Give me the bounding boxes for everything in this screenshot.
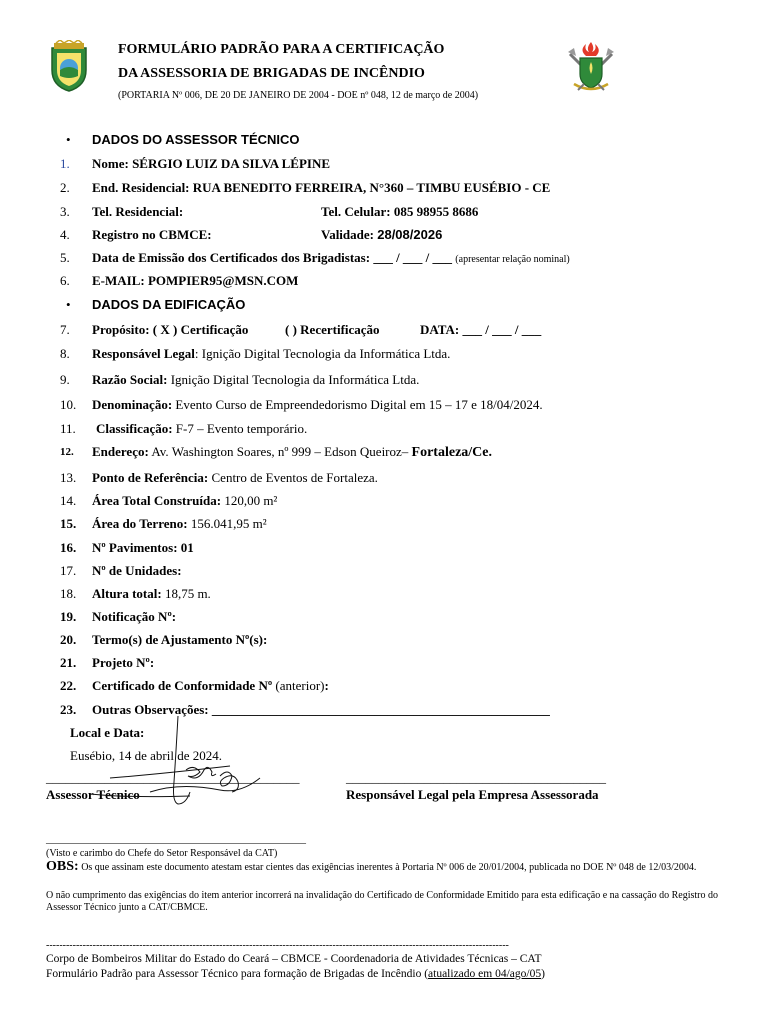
item-number: 13.: [60, 470, 77, 485]
project-number: Projeto Nº:: [92, 655, 155, 670]
form-title-line2: DA ASSESSORIA DE BRIGADAS DE INCÊNDIO: [118, 66, 425, 81]
section-bullet: •: [66, 132, 71, 147]
emission-label: Data de Emissão dos Certificados dos Brigadistas: ___ / ___ / ___: [92, 250, 453, 265]
field-label: Razão Social:: [92, 372, 168, 387]
item-number: 21.: [60, 655, 77, 670]
floors: Nº Pavimentos: 01: [92, 540, 194, 555]
previous-certificate: [92, 678, 329, 694]
assessor-name: Nome: SÉRGIO LUIZ DA SILVA LÉPINE: [92, 156, 331, 171]
item-number: 8.: [60, 346, 70, 361]
footer-line-2: [46, 968, 545, 980]
footer-close: ): [541, 968, 545, 980]
assessor-validity: [321, 227, 442, 243]
item-number: 19.: [60, 609, 77, 624]
adjustment-terms: Termo(s) de Ajustamento Nº(s):: [92, 632, 268, 647]
certificates-emission-date: [92, 250, 570, 266]
item-number: 14.: [60, 493, 77, 508]
item-number: 20.: [60, 632, 77, 647]
obs-paragraph-2: O não cumprimento das exigências do item anterior incorrerá na invalidação do Certificado de Conformidade Emitido para esta edificação e na cassação do Registro do Assessor Técnico junto a CAT/CBMCE.: [46, 890, 718, 913]
units: Nº de Unidades:: [92, 563, 182, 578]
signature-line-left: _______________________________________: [46, 770, 300, 785]
validity-date: 28/08/2026: [377, 227, 443, 242]
purpose-date: DATA: ___ / ___ / ___: [420, 322, 542, 337]
item-number: 10.: [60, 397, 77, 412]
item-number: 18.: [60, 586, 77, 601]
field-value: 156.041,95 m²: [187, 516, 267, 531]
field-label: Área Total Construída:: [92, 493, 222, 508]
total-height: [92, 586, 211, 602]
field-label: Classificação:: [96, 421, 173, 436]
local-date-value: Eusébio, 14 de abril de 2024.: [70, 748, 222, 763]
validity-label: Validade:: [321, 227, 378, 242]
item-number: 4.: [60, 227, 70, 242]
field-value: : Ignição Digital Tecnologia da Informática Ltda.: [194, 346, 451, 361]
field-city: Fortaleza/Ce.: [411, 445, 492, 460]
purpose-certification: Propósito: ( X ) Certificação: [92, 322, 249, 337]
obs-label: OBS:: [46, 859, 79, 874]
item-number: 11.: [60, 421, 76, 436]
field-label: Responsável Legal: [92, 346, 195, 361]
assessor-cell-phone: Tel. Celular: 085 98955 8686: [321, 204, 479, 219]
state-coat-of-arms-logo: [48, 40, 90, 97]
section-title-assessor: DADOS DO ASSESSOR TÉCNICO: [92, 132, 300, 147]
footer-text: Formulário Padrão para Assessor Técnico para formação de Brigadas de Incêndio (: [46, 968, 429, 980]
classification: [96, 421, 307, 437]
local-date-label: Local e Data:: [70, 725, 145, 740]
assessor-registration: Registro no CBMCE:: [92, 227, 212, 242]
item-number: 5.: [60, 250, 70, 265]
item-number: 3.: [60, 204, 70, 219]
item-number: 12.: [60, 446, 74, 458]
field-value: Ignição Digital Tecnologia da Informática Ltda.: [167, 372, 420, 387]
section-bullet: •: [66, 297, 71, 312]
item-number: 17.: [60, 563, 77, 578]
item-number: 6.: [60, 273, 70, 288]
item-number: 16.: [60, 540, 77, 555]
visto-line: ____________________________________________________: [46, 834, 306, 845]
assessor-home-phone: Tel. Residencial:: [92, 204, 184, 219]
built-area: [92, 493, 277, 509]
other-observations: Outras Observações: ____________________________________________________: [92, 702, 550, 717]
item-number: 7.: [60, 322, 70, 337]
field-label: Endereço:: [92, 444, 149, 459]
obs-text: Os que assinam este documento atestam estar cientes das exigências inerentes à Portaria Nº 006 de 20/01/2004, publicada no DOE Nº 048 de 12/03/2004.: [78, 862, 697, 873]
assessor-address: End. Residencial: RUA BENEDITO FERREIRA, N°360 – TIMBU EUSÉBIO - CE: [92, 180, 551, 195]
footer-updated: atualizado em 04/ago/05: [428, 968, 542, 980]
item-number: 1.: [60, 156, 70, 171]
field-colon: :: [324, 678, 329, 693]
field-value: Evento Curso de Empreendedorismo Digital em 15 – 17 e 18/04/2024.: [172, 397, 543, 412]
emission-note: (apresentar relação nominal): [455, 254, 570, 265]
field-value: F-7 – Evento temporário.: [172, 421, 308, 436]
item-number: 23.: [60, 702, 77, 717]
footer-line-1: Corpo de Bombeiros Militar do Estado do Ceará – CBMCE - Coordenadoria de Atividades Técnicas – CAT: [46, 953, 542, 965]
assessor-email: E-MAIL: POMPIER95@MSN.COM: [92, 273, 299, 288]
legal-responsible: [92, 346, 450, 362]
building-address: [92, 444, 492, 461]
field-paren: (anterior): [272, 678, 325, 693]
fire-brigade-emblem-logo: [564, 40, 618, 103]
item-number: 9.: [60, 372, 70, 387]
signature-line-right: ________________________________________: [346, 770, 606, 785]
item-number: 2.: [60, 180, 70, 195]
denomination: [92, 397, 543, 413]
obs-paragraph-1: [46, 861, 726, 874]
item-number: 22.: [60, 678, 77, 693]
handwritten-signature: [90, 712, 280, 817]
item-number: 15.: [60, 516, 77, 531]
land-area: [92, 516, 267, 532]
reference-point: [92, 470, 378, 486]
company-name: [92, 372, 419, 388]
field-label: Certificado de Conformidade Nº: [92, 678, 273, 693]
signature-label-assessor: Assessor Técnico: [46, 787, 140, 802]
purpose-recertification: ( ) Recertificação: [285, 322, 380, 337]
field-label: Altura total:: [92, 586, 162, 601]
field-label: Denominação:: [92, 397, 173, 412]
field-label: Ponto de Referência:: [92, 470, 209, 485]
field-value: Centro de Eventos de Fortaleza.: [208, 470, 378, 485]
footer-divider: -------------------------------------------------------------------------------------------------------------------------------------------: [46, 940, 509, 951]
visto-text: (Visto e carimbo do Chefe do Setor Responsável da CAT): [46, 848, 278, 859]
signature-label-legal: Responsável Legal pela Empresa Assessorada: [346, 787, 599, 802]
section-title-edificacao: DADOS DA EDIFICAÇÃO: [92, 297, 246, 312]
field-label: Área do Terreno:: [92, 516, 188, 531]
field-value: 18,75 m.: [161, 586, 211, 601]
form-title-line1: FORMULÁRIO PADRÃO PARA A CERTIFICAÇÃO: [118, 42, 445, 57]
notification: Notificação Nº:: [92, 609, 177, 624]
field-value: Av. Washington Soares, nº 999 – Edson Queiroz–: [148, 444, 412, 459]
portaria-reference: (PORTARIA Nº 006, DE 20 DE JANEIRO DE 2004 - DOE nº 048, 12 de março de 2004): [118, 90, 479, 101]
field-value: 120,00 m²: [221, 493, 278, 508]
